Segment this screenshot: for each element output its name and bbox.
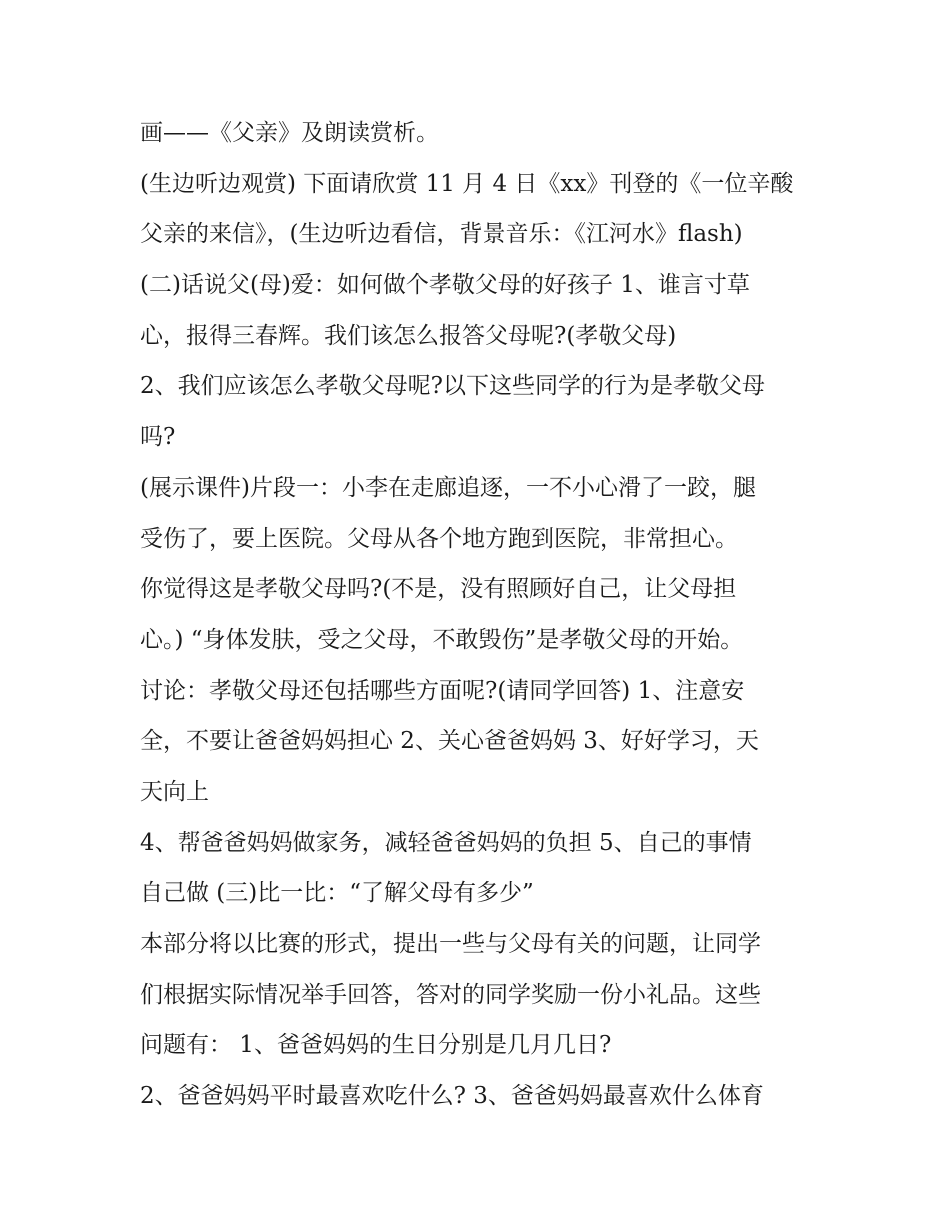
text-line: 你觉得这是孝敬父母吗?(不是，没有照顾好自己，让父母担 (140, 576, 737, 603)
text-line: 天向上 (140, 778, 209, 805)
text-line: 受伤了，要上医院。父母从各个地方跑到医院，非常担心。 (140, 525, 738, 552)
text-line: 画——《父亲》及朗读赏析。 (140, 120, 439, 146)
text-line: (展示课件)片段一：小李在走廊追逐，一不小心滑了一跤，腿 (140, 474, 756, 501)
text-line: 心，报得三春辉。我们该怎么报答父母呢?(孝敬父母) (140, 322, 677, 349)
text-line: (二)话说父(母)爱：如何做个孝敬父母的好孩子 1、谁言寸草 (140, 272, 750, 299)
text-line: 讨论：孝敬父母还包括哪些方面呢?(请同学回答) 1、注意安 (140, 677, 745, 704)
text-line: 父亲的来信》，(生边听边看信，背景音乐：《江河水》flash) (140, 221, 743, 248)
text-line: 全，不要让爸爸妈妈担心 2、关心爸爸妈妈 3、好好学习，天 (140, 728, 759, 755)
text-line: 本部分将以比赛的形式，提出一些与父母有关的问题，让同学 (140, 931, 761, 957)
text-line: 2、我们应该怎么孝敬父母呢?以下这些同学的行为是孝敬父母 (140, 373, 765, 400)
text-line: 2、爸爸妈妈平时最喜欢吃什么? 3、爸爸妈妈最喜欢什么体育 (140, 1083, 764, 1110)
text-line: 自己做 (三)比一比：“了解父母有多少” (140, 880, 534, 907)
text-line: 们根据实际情况举手回答，答对的同学奖励一份小礼品。这些 (140, 981, 761, 1008)
text-line: 吗? (140, 424, 176, 451)
text-line: 心。) “身体发肤，受之父母，不敢毁伤”是孝敬父母的开始。 (140, 626, 744, 653)
text-line: 4、帮爸爸妈妈做家务，减轻爸爸妈妈的负担 5、自己的事情 (140, 829, 752, 856)
body-text (140, 108, 820, 1122)
text-line: 问题有： 1、爸爸妈妈的生日分别是几月几日? (140, 1032, 612, 1059)
text-line: (生边听边观赏) 下面请欣赏 11 月 4 日《xx》刊登的《一位辛酸 (140, 170, 794, 197)
